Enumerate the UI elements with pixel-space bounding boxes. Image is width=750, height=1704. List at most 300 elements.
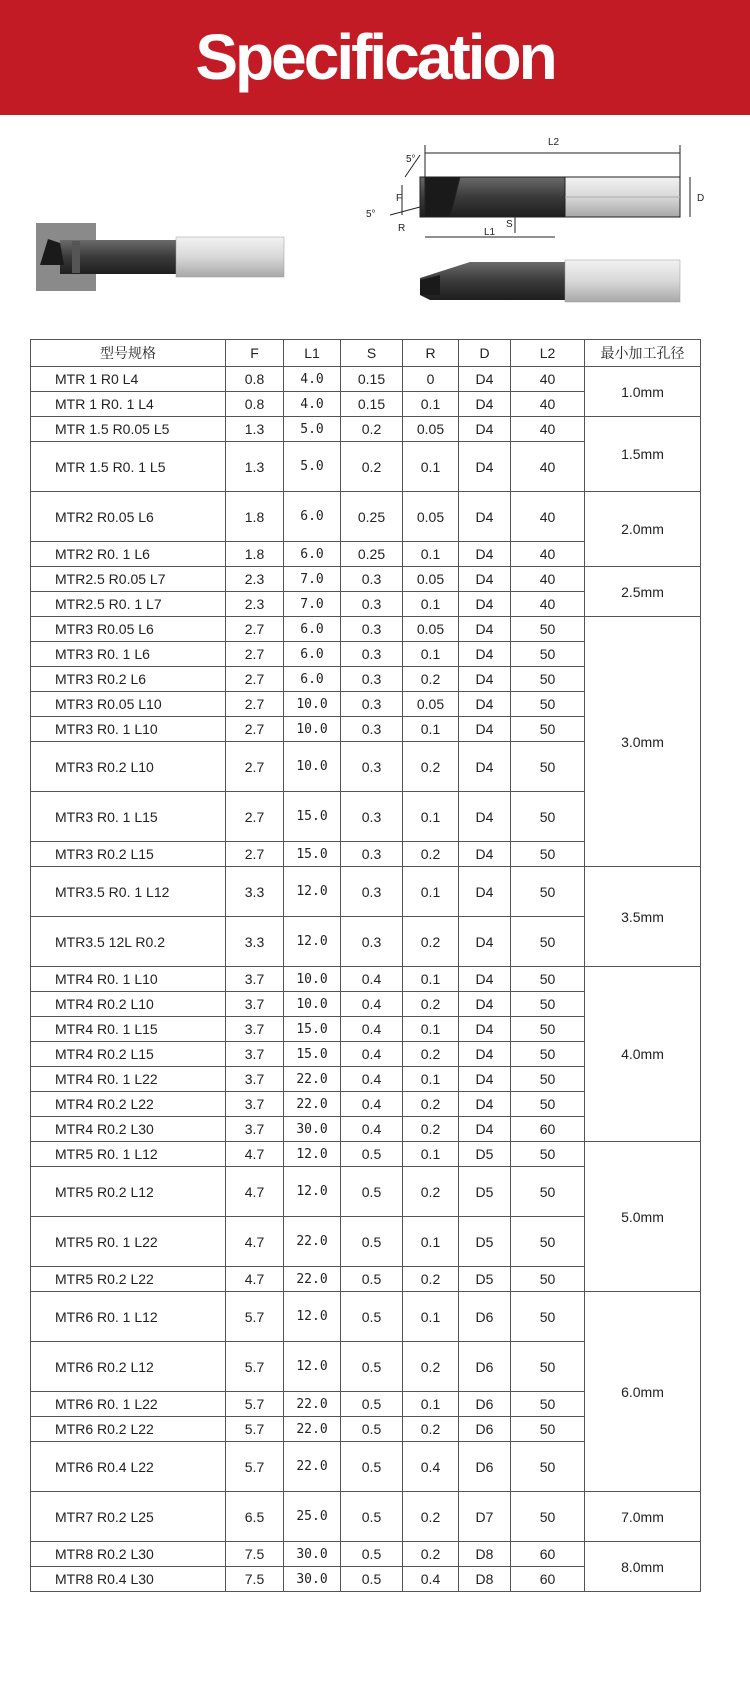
s-cell: 0.5 [341, 1217, 403, 1267]
f-cell: 3.7 [226, 992, 284, 1017]
table-row [31, 417, 701, 442]
model-cell: MTR 1.5 R0. 1 L5 [31, 442, 226, 492]
r-cell: 0.1 [403, 1292, 459, 1342]
model-cell: MTR5 R0. 1 L12 [31, 1142, 226, 1167]
d-cell: D4 [459, 442, 511, 492]
d-cell: D4 [459, 692, 511, 717]
f-cell: 4.7 [226, 1217, 284, 1267]
f-cell: 3.7 [226, 1017, 284, 1042]
l1-cell: 22.0 [284, 1392, 341, 1417]
l2-cell: 50 [511, 792, 585, 842]
tool-line-drawing [390, 145, 690, 237]
s-cell: 0.4 [341, 992, 403, 1017]
s-cell: 0.4 [341, 1067, 403, 1092]
f-cell: 3.7 [226, 1067, 284, 1092]
page-title: Specification [195, 21, 555, 93]
r-cell: 0.2 [403, 992, 459, 1017]
d-cell: D4 [459, 1017, 511, 1042]
dim-label-l2: L2 [548, 137, 560, 148]
header-min-hole: 最小加工孔径 [585, 340, 701, 367]
l2-cell: 40 [511, 492, 585, 542]
f-cell: 0.8 [226, 367, 284, 392]
f-cell: 2.7 [226, 692, 284, 717]
l1-cell: 15.0 [284, 842, 341, 867]
l1-cell: 15.0 [284, 1042, 341, 1067]
l2-cell: 50 [511, 1067, 585, 1092]
r-cell: 0.1 [403, 1217, 459, 1267]
f-cell: 4.7 [226, 1167, 284, 1217]
r-cell: 0.2 [403, 1267, 459, 1292]
r-cell: 0.2 [403, 1092, 459, 1117]
l2-cell: 60 [511, 1117, 585, 1142]
header-l2: L2 [511, 340, 585, 367]
f-cell: 2.7 [226, 717, 284, 742]
s-cell: 0.25 [341, 542, 403, 567]
tool-photo-left [36, 223, 284, 291]
l1-cell: 6.0 [284, 667, 341, 692]
l1-cell: 12.0 [284, 917, 341, 967]
r-cell: 0.05 [403, 567, 459, 592]
s-cell: 0.2 [341, 442, 403, 492]
table-row [31, 967, 701, 992]
s-cell: 0.3 [341, 742, 403, 792]
s-cell: 0.4 [341, 1017, 403, 1042]
r-cell: 0.1 [403, 442, 459, 492]
d-cell: D4 [459, 367, 511, 392]
d-cell: D5 [459, 1142, 511, 1167]
min-hole-cell: 1.0mm [585, 367, 701, 417]
model-cell: MTR3 R0.2 L15 [31, 842, 226, 867]
s-cell: 0.5 [341, 1542, 403, 1567]
l1-cell: 22.0 [284, 1267, 341, 1292]
d-cell: D4 [459, 1067, 511, 1092]
l2-cell: 50 [511, 1017, 585, 1042]
r-cell: 0.2 [403, 1492, 459, 1542]
f-cell: 2.7 [226, 792, 284, 842]
l1-cell: 10.0 [284, 742, 341, 792]
spec-table-body [31, 367, 701, 1592]
header-d: D [459, 340, 511, 367]
r-cell: 0.2 [403, 667, 459, 692]
table-row [31, 1492, 701, 1542]
d-cell: D4 [459, 642, 511, 667]
r-cell: 0.2 [403, 1417, 459, 1442]
min-hole-cell: 2.5mm [585, 567, 701, 617]
l1-cell: 6.0 [284, 617, 341, 642]
f-cell: 2.7 [226, 617, 284, 642]
r-cell: 0.1 [403, 542, 459, 567]
l1-cell: 30.0 [284, 1567, 341, 1592]
model-cell: MTR 1.5 R0.05 L5 [31, 417, 226, 442]
l1-cell: 4.0 [284, 367, 341, 392]
d-cell: D8 [459, 1567, 511, 1592]
l2-cell: 50 [511, 692, 585, 717]
f-cell: 2.3 [226, 592, 284, 617]
l1-cell: 22.0 [284, 1067, 341, 1092]
l1-cell: 12.0 [284, 1342, 341, 1392]
l1-cell: 15.0 [284, 1017, 341, 1042]
f-cell: 3.7 [226, 1042, 284, 1067]
model-cell: MTR3 R0. 1 L10 [31, 717, 226, 742]
d-cell: D4 [459, 542, 511, 567]
table-row [31, 492, 701, 542]
l2-cell: 50 [511, 667, 585, 692]
l2-cell: 50 [511, 867, 585, 917]
header-f: F [226, 340, 284, 367]
d-cell: D7 [459, 1492, 511, 1542]
r-cell: 0.4 [403, 1567, 459, 1592]
l2-cell: 50 [511, 1392, 585, 1417]
f-cell: 7.5 [226, 1567, 284, 1592]
s-cell: 0.5 [341, 1567, 403, 1592]
r-cell: 0.1 [403, 1067, 459, 1092]
header-s: S [341, 340, 403, 367]
model-cell: MTR5 R0.2 L22 [31, 1267, 226, 1292]
model-cell: MTR6 R0.4 L22 [31, 1442, 226, 1492]
f-cell: 3.7 [226, 967, 284, 992]
l2-cell: 40 [511, 417, 585, 442]
l1-cell: 6.0 [284, 542, 341, 567]
l2-cell: 50 [511, 1442, 585, 1492]
model-cell: MTR3.5 12L R0.2 [31, 917, 226, 967]
model-cell: MTR 1 R0 L4 [31, 367, 226, 392]
f-cell: 4.7 [226, 1267, 284, 1292]
f-cell: 3.3 [226, 917, 284, 967]
d-cell: D6 [459, 1292, 511, 1342]
l2-cell: 60 [511, 1542, 585, 1567]
l2-cell: 50 [511, 992, 585, 1017]
min-hole-cell: 6.0mm [585, 1292, 701, 1492]
f-cell: 3.7 [226, 1117, 284, 1142]
s-cell: 0.5 [341, 1292, 403, 1342]
dim-label-r: R [398, 223, 406, 234]
tool-photo-right [420, 260, 680, 302]
s-cell: 0.25 [341, 492, 403, 542]
l2-cell: 50 [511, 1267, 585, 1292]
l2-cell: 50 [511, 1217, 585, 1267]
model-cell: MTR8 R0.2 L30 [31, 1542, 226, 1567]
model-cell: MTR6 R0. 1 L12 [31, 1292, 226, 1342]
r-cell: 0.05 [403, 492, 459, 542]
d-cell: D4 [459, 717, 511, 742]
d-cell: D4 [459, 617, 511, 642]
d-cell: D4 [459, 1117, 511, 1142]
d-cell: D4 [459, 792, 511, 842]
l2-cell: 50 [511, 742, 585, 792]
s-cell: 0.5 [341, 1417, 403, 1442]
model-cell: MTR2.5 R0. 1 L7 [31, 592, 226, 617]
s-cell: 0.4 [341, 967, 403, 992]
d-cell: D6 [459, 1442, 511, 1492]
model-cell: MTR3 R0. 1 L15 [31, 792, 226, 842]
d-cell: D4 [459, 742, 511, 792]
header-model: 型号规格 [31, 340, 226, 367]
f-cell: 1.3 [226, 442, 284, 492]
s-cell: 0.3 [341, 692, 403, 717]
s-cell: 0.3 [341, 842, 403, 867]
d-cell: D4 [459, 967, 511, 992]
table-row [31, 1292, 701, 1342]
s-cell: 0.4 [341, 1117, 403, 1142]
f-cell: 2.7 [226, 642, 284, 667]
s-cell: 0.5 [341, 1492, 403, 1542]
l2-cell: 50 [511, 1042, 585, 1067]
model-cell: MTR3 R0. 1 L6 [31, 642, 226, 667]
s-cell: 0.3 [341, 917, 403, 967]
r-cell: 0.1 [403, 792, 459, 842]
model-cell: MTR3 R0.05 L10 [31, 692, 226, 717]
f-cell: 2.7 [226, 667, 284, 692]
d-cell: D5 [459, 1217, 511, 1267]
s-cell: 0.4 [341, 1092, 403, 1117]
model-cell: MTR3 R0.2 L6 [31, 667, 226, 692]
min-hole-cell: 4.0mm [585, 967, 701, 1142]
table-row [31, 567, 701, 592]
l2-cell: 50 [511, 1492, 585, 1542]
r-cell: 0.1 [403, 867, 459, 917]
r-cell: 0 [403, 367, 459, 392]
l2-cell: 50 [511, 642, 585, 667]
f-cell: 1.3 [226, 417, 284, 442]
f-cell: 1.8 [226, 542, 284, 567]
l2-cell: 50 [511, 717, 585, 742]
r-cell: 0.1 [403, 642, 459, 667]
l2-cell: 50 [511, 1142, 585, 1167]
f-cell: 1.8 [226, 492, 284, 542]
l2-cell: 50 [511, 1417, 585, 1442]
spec-table [30, 339, 701, 1592]
s-cell: 0.3 [341, 667, 403, 692]
l2-cell: 60 [511, 1567, 585, 1592]
r-cell: 0.2 [403, 917, 459, 967]
l1-cell: 12.0 [284, 1142, 341, 1167]
l1-cell: 4.0 [284, 392, 341, 417]
r-cell: 0.1 [403, 967, 459, 992]
s-cell: 0.5 [341, 1392, 403, 1417]
l2-cell: 40 [511, 367, 585, 392]
min-hole-cell: 3.5mm [585, 867, 701, 967]
model-cell: MTR6 R0.2 L22 [31, 1417, 226, 1442]
dim-label-angle-side: 5° [366, 209, 376, 220]
model-cell: MTR4 R0.2 L15 [31, 1042, 226, 1067]
model-cell: MTR4 R0. 1 L22 [31, 1067, 226, 1092]
f-cell: 2.7 [226, 742, 284, 792]
s-cell: 0.5 [341, 1267, 403, 1292]
l2-cell: 50 [511, 617, 585, 642]
model-cell: MTR3 R0.2 L10 [31, 742, 226, 792]
s-cell: 0.2 [341, 417, 403, 442]
model-cell: MTR4 R0.2 L22 [31, 1092, 226, 1117]
l1-cell: 12.0 [284, 1167, 341, 1217]
table-row [31, 617, 701, 642]
d-cell: D4 [459, 1092, 511, 1117]
r-cell: 0.05 [403, 417, 459, 442]
header-r: R [403, 340, 459, 367]
model-cell: MTR6 R0.2 L12 [31, 1342, 226, 1392]
f-cell: 5.7 [226, 1392, 284, 1417]
r-cell: 0.2 [403, 742, 459, 792]
d-cell: D4 [459, 667, 511, 692]
s-cell: 0.3 [341, 567, 403, 592]
min-hole-cell: 2.0mm [585, 492, 701, 567]
f-cell: 3.3 [226, 867, 284, 917]
s-cell: 0.5 [341, 1142, 403, 1167]
header-banner [0, 0, 750, 115]
l2-cell: 40 [511, 592, 585, 617]
model-cell: MTR3 R0.05 L6 [31, 617, 226, 642]
f-cell: 6.5 [226, 1492, 284, 1542]
d-cell: D4 [459, 417, 511, 442]
r-cell: 0.1 [403, 1142, 459, 1167]
model-cell: MTR5 R0. 1 L22 [31, 1217, 226, 1267]
s-cell: 0.15 [341, 392, 403, 417]
l2-cell: 40 [511, 442, 585, 492]
s-cell: 0.5 [341, 1442, 403, 1492]
s-cell: 0.3 [341, 642, 403, 667]
header-l1: L1 [284, 340, 341, 367]
d-cell: D8 [459, 1542, 511, 1567]
l1-cell: 25.0 [284, 1492, 341, 1542]
l1-cell: 5.0 [284, 417, 341, 442]
l1-cell: 12.0 [284, 1292, 341, 1342]
min-hole-cell: 1.5mm [585, 417, 701, 492]
s-cell: 0.4 [341, 1042, 403, 1067]
l2-cell: 50 [511, 1342, 585, 1392]
f-cell: 5.7 [226, 1342, 284, 1392]
f-cell: 0.8 [226, 392, 284, 417]
l2-cell: 50 [511, 842, 585, 867]
min-hole-cell: 7.0mm [585, 1492, 701, 1542]
l1-cell: 6.0 [284, 642, 341, 667]
s-cell: 0.3 [341, 792, 403, 842]
l1-cell: 5.0 [284, 442, 341, 492]
model-cell: MTR7 R0.2 L25 [31, 1492, 226, 1542]
f-cell: 5.7 [226, 1417, 284, 1442]
l1-cell: 15.0 [284, 792, 341, 842]
d-cell: D5 [459, 1167, 511, 1217]
d-cell: D4 [459, 592, 511, 617]
dim-label-d: D [697, 193, 705, 204]
table-row [31, 1142, 701, 1167]
l1-cell: 22.0 [284, 1417, 341, 1442]
l1-cell: 30.0 [284, 1117, 341, 1142]
model-cell: MTR3.5 R0. 1 L12 [31, 867, 226, 917]
r-cell: 0.05 [403, 617, 459, 642]
model-cell: MTR6 R0. 1 L22 [31, 1392, 226, 1417]
min-hole-cell: 3.0mm [585, 617, 701, 867]
model-cell: MTR4 R0.2 L30 [31, 1117, 226, 1142]
r-cell: 0.1 [403, 392, 459, 417]
l1-cell: 30.0 [284, 1542, 341, 1567]
model-cell: MTR2 R0. 1 L6 [31, 542, 226, 567]
d-cell: D4 [459, 992, 511, 1017]
l2-cell: 50 [511, 1292, 585, 1342]
min-hole-cell: 5.0mm [585, 1142, 701, 1292]
table-row [31, 867, 701, 917]
f-cell: 7.5 [226, 1542, 284, 1567]
r-cell: 0.1 [403, 1017, 459, 1042]
l2-cell: 40 [511, 567, 585, 592]
d-cell: D4 [459, 917, 511, 967]
l2-cell: 50 [511, 1167, 585, 1217]
f-cell: 3.7 [226, 1092, 284, 1117]
tool-drawing [0, 115, 750, 335]
table-row [31, 1542, 701, 1567]
model-cell: MTR2.5 R0.05 L7 [31, 567, 226, 592]
dim-label-f: F [396, 193, 403, 204]
s-cell: 0.3 [341, 592, 403, 617]
table-header-row [31, 340, 701, 367]
dim-label-s: S [506, 219, 513, 230]
d-cell: D4 [459, 567, 511, 592]
d-cell: D4 [459, 867, 511, 917]
l1-cell: 10.0 [284, 717, 341, 742]
d-cell: D6 [459, 1417, 511, 1442]
f-cell: 4.7 [226, 1142, 284, 1167]
model-cell: MTR4 R0. 1 L10 [31, 967, 226, 992]
r-cell: 0.2 [403, 842, 459, 867]
d-cell: D6 [459, 1392, 511, 1417]
l1-cell: 6.0 [284, 492, 341, 542]
r-cell: 0.2 [403, 1167, 459, 1217]
dim-label-angle-top: 5° [406, 154, 416, 165]
table-row [31, 367, 701, 392]
d-cell: D4 [459, 492, 511, 542]
r-cell: 0.2 [403, 1542, 459, 1567]
r-cell: 0.1 [403, 592, 459, 617]
d-cell: D5 [459, 1267, 511, 1292]
s-cell: 0.15 [341, 367, 403, 392]
min-hole-cell: 8.0mm [585, 1542, 701, 1592]
f-cell: 2.7 [226, 842, 284, 867]
l1-cell: 10.0 [284, 692, 341, 717]
s-cell: 0.5 [341, 1167, 403, 1217]
l2-cell: 40 [511, 542, 585, 567]
d-cell: D4 [459, 842, 511, 867]
l1-cell: 7.0 [284, 567, 341, 592]
l1-cell: 7.0 [284, 592, 341, 617]
r-cell: 0.2 [403, 1117, 459, 1142]
r-cell: 0.4 [403, 1442, 459, 1492]
l2-cell: 50 [511, 967, 585, 992]
r-cell: 0.05 [403, 692, 459, 717]
model-cell: MTR4 R0. 1 L15 [31, 1017, 226, 1042]
d-cell: D6 [459, 1342, 511, 1392]
s-cell: 0.3 [341, 717, 403, 742]
l1-cell: 12.0 [284, 867, 341, 917]
l1-cell: 22.0 [284, 1092, 341, 1117]
l2-cell: 40 [511, 392, 585, 417]
r-cell: 0.2 [403, 1042, 459, 1067]
s-cell: 0.5 [341, 1342, 403, 1392]
l2-cell: 50 [511, 1092, 585, 1117]
f-cell: 5.7 [226, 1292, 284, 1342]
model-cell: MTR8 R0.4 L30 [31, 1567, 226, 1592]
l1-cell: 22.0 [284, 1217, 341, 1267]
r-cell: 0.1 [403, 717, 459, 742]
s-cell: 0.3 [341, 617, 403, 642]
f-cell: 5.7 [226, 1442, 284, 1492]
r-cell: 0.1 [403, 1392, 459, 1417]
l1-cell: 10.0 [284, 992, 341, 1017]
f-cell: 2.3 [226, 567, 284, 592]
l2-cell: 50 [511, 917, 585, 967]
l1-cell: 10.0 [284, 967, 341, 992]
model-cell: MTR4 R0.2 L10 [31, 992, 226, 1017]
model-cell: MTR 1 R0. 1 L4 [31, 392, 226, 417]
l1-cell: 22.0 [284, 1442, 341, 1492]
model-cell: MTR2 R0.05 L6 [31, 492, 226, 542]
